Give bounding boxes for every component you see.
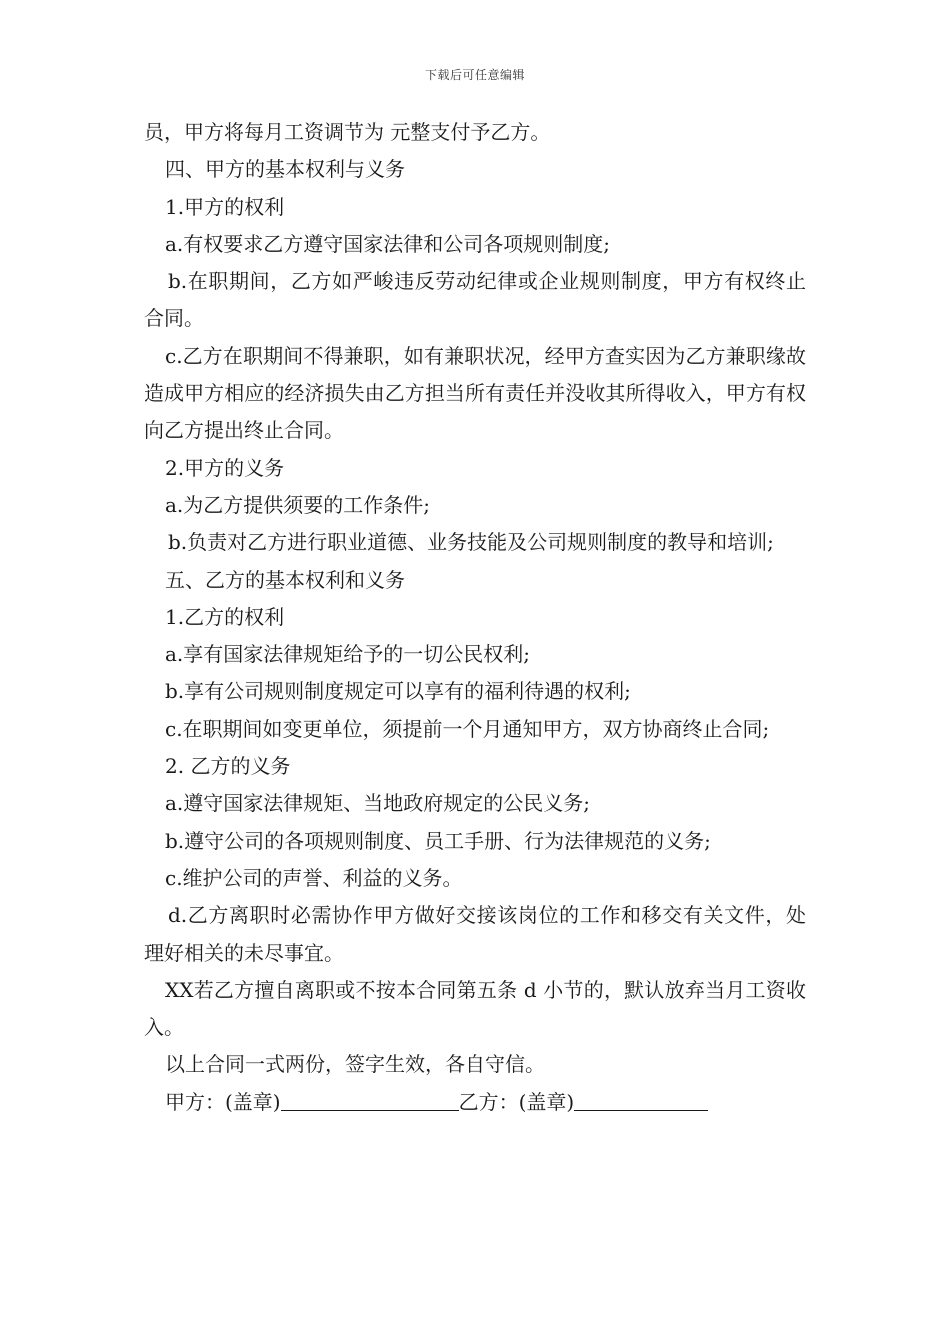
- subheading-party-a-duties: 2.甲方的义务: [165, 455, 285, 480]
- clause-party-b-right-a: a.享有国家法律规矩给予的一切公民权利;: [165, 642, 531, 667]
- clause-party-b-duty-a: a.遵守国家法律规矩、当地政府规定的公民义务;: [165, 791, 591, 816]
- party-b-signature-blank: [574, 1088, 708, 1111]
- section-heading-party-b-rights-duties: 五、乙方的基本权利和义务: [165, 567, 405, 592]
- subheading-party-a-rights: 1.甲方的权利: [165, 194, 285, 219]
- clause-unauthorized-departure: XX若乙方擅自离职或不按本合同第五条 d 小节的，默认放弃当月工资收入。: [144, 977, 806, 1040]
- clause-party-b-right-c: c.在职期间如变更单位，须提前一个月通知甲方，双方协商终止合同;: [165, 716, 770, 741]
- closing-statement: 以上合同一式两份，签字生效，各自守信。: [165, 1052, 545, 1077]
- paragraph-salary-continuation: 员，甲方将每月工资调节为 元整支付予乙方。: [144, 120, 551, 144]
- party-a-signature-blank: [281, 1088, 459, 1111]
- clause-party-a-right-c: c.乙方在职期间不得兼职，如有兼职状况，经甲方查实因为乙方兼职缘故造成甲方相应的经济损失由乙方担当所有责任并没收其所得收入，甲方有权向乙方提出终止合同。: [144, 343, 806, 443]
- section-heading-party-a-rights-duties: 四、甲方的基本权利与义务: [165, 157, 405, 182]
- clause-party-b-duty-c: c.维护公司的声誉、利益的义务。: [165, 865, 463, 890]
- document-body: [144, 114, 806, 1121]
- clause-party-a-right-a: a.有权要求乙方遵守国家法律和公司各项规则制度;: [165, 231, 611, 256]
- clause-party-b-right-b: b.享有公司规则制度规定可以享有的福利待遇的权利;: [165, 679, 631, 704]
- subheading-party-b-duties: 2. 乙方的义务: [165, 754, 291, 779]
- clause-party-a-duty-a: a.为乙方提供须要的工作条件;: [165, 492, 431, 517]
- signature-line: [144, 1084, 806, 1121]
- clause-party-a-duty-b: b.负责对乙方进行职业道德、业务技能及公司规则制度的教导和培训;: [168, 530, 774, 555]
- clause-party-a-right-b: b.在职期间，乙方如严峻违反劳动纪律或企业规则制度，甲方有权终止合同。: [144, 269, 806, 331]
- page-header: 下载后可任意编辑: [424, 68, 525, 82]
- subheading-party-b-rights: 1.乙方的权利: [165, 604, 285, 629]
- clause-party-b-duty-d: d.乙方离职时必需协作甲方做好交接该岗位的工作和移交有关文件，处理好相关的未尽事宜。: [144, 903, 806, 965]
- party-b-signature-label: 乙方：(盖章): [458, 1089, 575, 1114]
- clause-party-b-duty-b: b.遵守公司的各项规则制度、员工手册、行为法律规范的义务;: [165, 828, 711, 853]
- party-a-signature-label: 甲方：(盖章): [165, 1089, 281, 1114]
